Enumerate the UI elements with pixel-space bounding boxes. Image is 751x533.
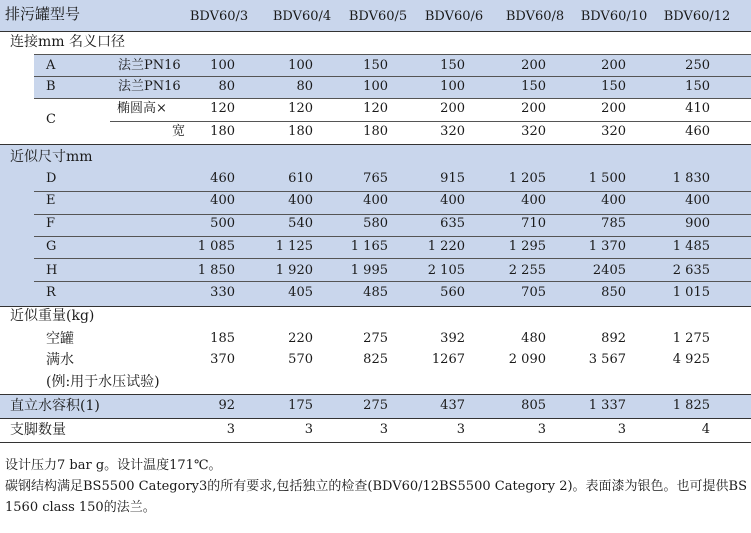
connection-row-value: 320	[440, 124, 465, 139]
legs-value: 3	[304, 422, 313, 437]
connection-row-value: 200	[521, 101, 546, 116]
connection-row-sub: 宽	[172, 124, 186, 139]
dimension-row-value: 1 850	[197, 263, 235, 278]
dimension-row-value: 500	[210, 216, 235, 231]
legs-value: 3	[617, 422, 626, 437]
header-model: BDV60/5	[348, 9, 408, 24]
dimension-row-value: 560	[440, 285, 465, 300]
dimension-row-value: 405	[288, 285, 313, 300]
notes-line-2: 碳钢结构满足BS5500 Category3的所有要求,包括独立的检查(BDV60/12BS5500 Category 2)。表面漆为银色。也可提供BS 1560 class 150的法兰。	[5, 479, 748, 515]
row-rule	[110, 121, 751, 122]
dimension-row-value: 850	[601, 285, 626, 300]
dimension-row-label: G	[46, 239, 57, 254]
row-rule	[34, 98, 751, 99]
connection-row-sub: 法兰PN16	[118, 79, 181, 94]
connection-row-label: C	[46, 112, 56, 127]
rule-upright	[0, 394, 751, 395]
connection-row-value: 200	[601, 58, 626, 73]
dimension-row-value: 1 295	[508, 239, 546, 254]
connection-row-value: 100	[440, 79, 465, 94]
connection-row-value: 100	[363, 79, 388, 94]
dimension-row-value: 1 125	[275, 239, 313, 254]
weight-row-value: 392	[440, 331, 465, 346]
dimension-row-value: 1 015	[672, 285, 710, 300]
dimension-row-value: 710	[521, 216, 546, 231]
dimension-row-value: 2 105	[427, 263, 465, 278]
connection-row-value: 460	[685, 124, 710, 139]
connection-row-value: 150	[601, 79, 626, 94]
weight-row-value: 1 275	[672, 331, 710, 346]
weight-row-value: 2 090	[508, 352, 546, 367]
dimension-row-value: 1 165	[350, 239, 388, 254]
connection-row-value: 120	[363, 101, 388, 116]
connection-row-value: 200	[601, 101, 626, 116]
dimension-row-label: E	[46, 193, 56, 208]
dimension-row-value: 1 205	[508, 171, 546, 186]
row-rule	[34, 258, 751, 259]
section-connection-title: 连接mm 名义口径	[10, 34, 126, 50]
dimension-row-label: R	[46, 285, 56, 300]
header-title: 排污罐型号	[5, 5, 81, 23]
dimension-row-value: 330	[210, 285, 235, 300]
dimension-row-value: 2 255	[508, 263, 546, 278]
connection-row-value: 120	[210, 101, 235, 116]
connection-row-value: 200	[521, 58, 546, 73]
section-dimensions-title: 近似尺寸mm	[10, 149, 93, 165]
rule-top	[0, 31, 751, 32]
connection-row-sub: 法兰PN16	[118, 58, 181, 73]
weight-row-value: 370	[210, 352, 235, 367]
notes-line-1: 设计压力7 bar g。设计温度171℃。	[5, 458, 222, 473]
dimension-row-value: 765	[363, 171, 388, 186]
connection-row-value: 320	[601, 124, 626, 139]
weight-row-value: 570	[288, 352, 313, 367]
header-model: BDV60/3	[189, 9, 249, 24]
weight-row-label: 空罐	[46, 331, 74, 347]
dimension-row-value: 915	[440, 171, 465, 186]
connection-row-value: 320	[521, 124, 546, 139]
connection-row-value: 80	[218, 79, 235, 94]
dimension-row-value: 1 830	[672, 171, 710, 186]
dimension-row-value: 400	[601, 193, 626, 208]
upright-value: 1 825	[672, 398, 710, 413]
weight-row-value: 275	[363, 331, 388, 346]
dimension-row-value: 705	[521, 285, 546, 300]
dimension-row-value: 400	[210, 193, 235, 208]
weight-row-value: 480	[521, 331, 546, 346]
header-model: BDV60/6	[424, 9, 484, 24]
dimension-row-value: 785	[601, 216, 626, 231]
dimension-row-value: 1 220	[427, 239, 465, 254]
connection-row-value: 150	[363, 58, 388, 73]
dimension-row-value: 460	[210, 171, 235, 186]
connection-row-value: 200	[440, 101, 465, 116]
connection-row-sub: 椭圆高×	[117, 101, 167, 116]
weight-row-value: 185	[210, 331, 235, 346]
upright-value: 92	[218, 398, 235, 413]
dimension-row-value: 400	[685, 193, 710, 208]
legs-value: 3	[537, 422, 546, 437]
rule-weight	[0, 306, 751, 307]
dimension-row-value: 2405	[592, 263, 626, 278]
weight-row-value: 825	[363, 352, 388, 367]
dimension-row-value: 400	[440, 193, 465, 208]
weight-row-value: 220	[288, 331, 313, 346]
connection-row-value: 80	[296, 79, 313, 94]
connection-row-value: 410	[685, 101, 710, 116]
dimension-row-value: 610	[288, 171, 313, 186]
dimension-row-value: 540	[288, 216, 313, 231]
legs-value: 3	[379, 422, 388, 437]
weight-row-value: 892	[601, 331, 626, 346]
dimension-row-value: 400	[521, 193, 546, 208]
connection-row-label: A	[46, 58, 56, 73]
dimension-row-value: 900	[685, 216, 710, 231]
rule-legs	[0, 418, 751, 419]
upright-value: 805	[521, 398, 546, 413]
row-rule	[34, 76, 751, 77]
dimension-row-value: 400	[363, 193, 388, 208]
dimension-row-value: 1 995	[350, 263, 388, 278]
connection-row-value: 150	[521, 79, 546, 94]
connection-row-value: 120	[288, 101, 313, 116]
weight-row-value: 1267	[431, 352, 465, 367]
dimension-row-value: 635	[440, 216, 465, 231]
upright-value: 175	[288, 398, 313, 413]
header-model: BDV60/4	[272, 9, 332, 24]
header-model: BDV60/8	[505, 9, 565, 24]
row-rule	[34, 281, 751, 282]
upright-value: 437	[440, 398, 465, 413]
weight-row-value: 3 567	[588, 352, 626, 367]
legs-label: 支脚数量	[10, 422, 66, 438]
upright-value: 1 337	[588, 398, 626, 413]
weight-row-label: 满水	[46, 352, 74, 368]
dimension-row-value: 1 370	[588, 239, 626, 254]
connection-row-value: 150	[685, 79, 710, 94]
dimension-row-value: 1 500	[588, 171, 626, 186]
weight-note: (例:用于水压试验)	[46, 374, 160, 390]
dimension-row-label: H	[46, 263, 58, 278]
section-weight-title: 近似重量(kg)	[10, 308, 95, 324]
dimension-row-value: 400	[288, 193, 313, 208]
upright-value: 275	[363, 398, 388, 413]
row-rule	[34, 236, 751, 237]
legs-value: 4	[701, 422, 710, 437]
connection-row-value: 180	[363, 124, 388, 139]
legs-value: 3	[226, 422, 235, 437]
dimension-row-value: 485	[363, 285, 388, 300]
dimension-row-value: 2 635	[672, 263, 710, 278]
connection-row-value: 250	[685, 58, 710, 73]
dimension-row-value: 1 920	[275, 263, 313, 278]
dimension-row-label: F	[46, 216, 56, 231]
rule-dimensions	[0, 144, 751, 145]
connection-row-label: B	[46, 79, 56, 94]
upright-label: 直立水容积(1)	[10, 398, 100, 414]
weight-row-value: 4 925	[672, 352, 710, 367]
header-model: BDV60/12	[663, 9, 731, 24]
connection-row-value: 100	[210, 58, 235, 73]
row-rule	[34, 54, 751, 55]
connection-row-value: 180	[210, 124, 235, 139]
dimension-row-value: 1 085	[197, 239, 235, 254]
dimension-row-label: D	[46, 171, 57, 186]
connection-row-value: 150	[440, 58, 465, 73]
dimension-row-value: 580	[363, 216, 388, 231]
connection-row-value: 180	[288, 124, 313, 139]
legs-value: 3	[456, 422, 465, 437]
dimension-row-value: 1 485	[672, 239, 710, 254]
header-model: BDV60/10	[580, 9, 648, 24]
connection-row-value: 100	[288, 58, 313, 73]
rule-bottom	[0, 442, 751, 443]
notes	[5, 455, 747, 518]
